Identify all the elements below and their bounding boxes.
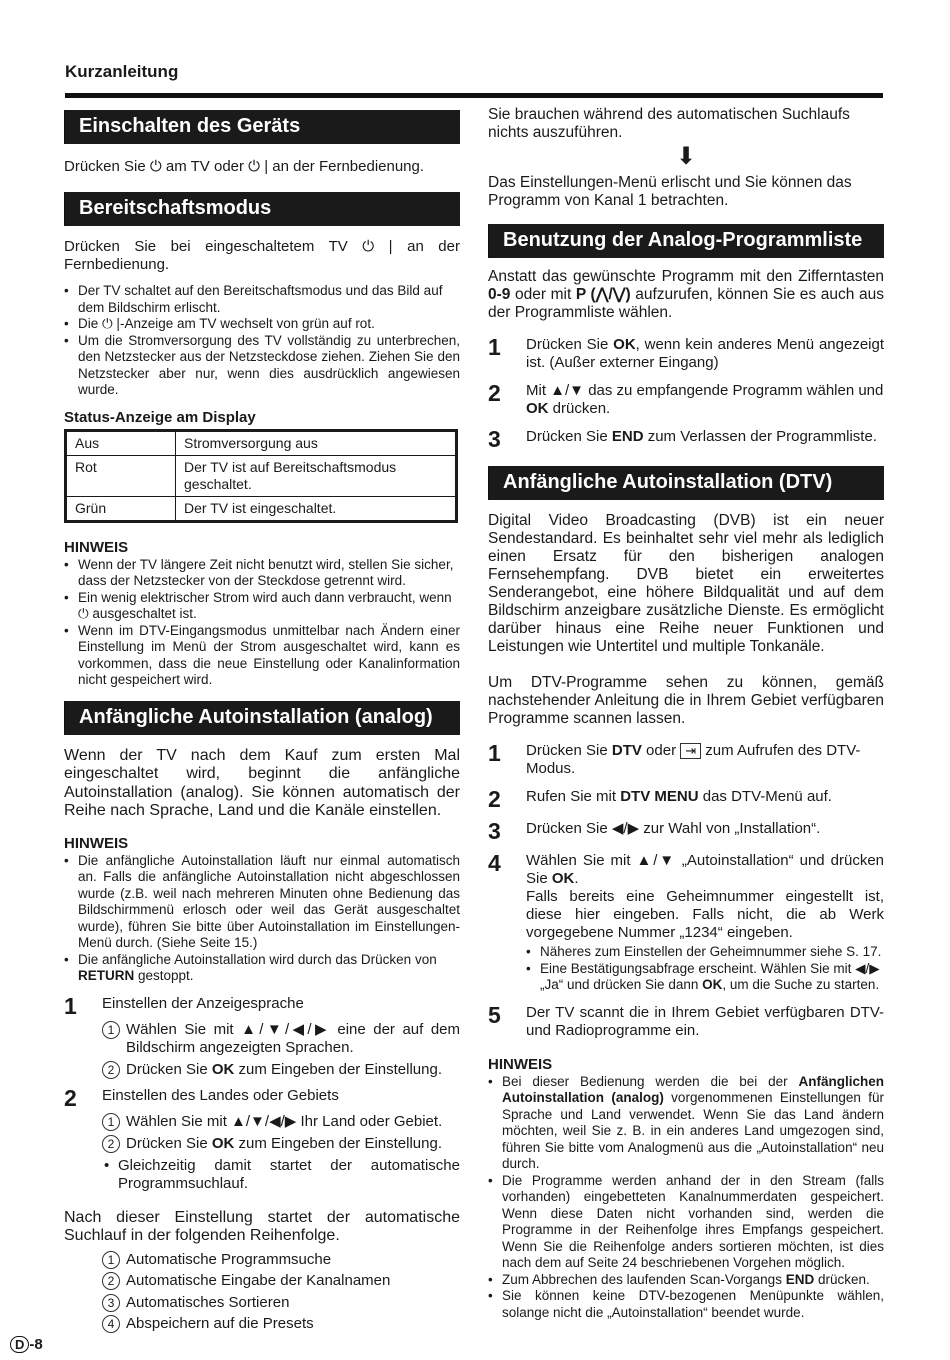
step-number: 5 bbox=[488, 1001, 501, 1028]
table-row bbox=[66, 430, 457, 455]
list-item: • Sie können keine DTV-bezogenen Menüpunkte wählen, solange nicht die „Autoinstallation“ beendet wurde. bbox=[488, 1288, 884, 1321]
status-table bbox=[64, 429, 458, 523]
hinweis-list bbox=[64, 557, 460, 689]
step-number: 2 bbox=[488, 380, 501, 406]
step-main bbox=[526, 852, 884, 888]
list-item bbox=[102, 1135, 460, 1153]
page-number: -8 bbox=[29, 1336, 43, 1353]
list-step-1 bbox=[488, 336, 884, 372]
page-header: Kurzanleitung bbox=[65, 62, 179, 81]
programmliste-text bbox=[488, 268, 884, 322]
text-span: Drücken Sie bbox=[526, 742, 612, 759]
substep-text bbox=[126, 1061, 460, 1079]
key-label: DTV bbox=[611, 742, 642, 759]
dtv-step-2 bbox=[488, 788, 884, 810]
step-4-bullets bbox=[526, 944, 884, 994]
text-span: , wenn kein anderes Menü angezeigt ist. (Außer externer Eingang) bbox=[526, 336, 885, 371]
bereitschaft-text: Drücken Sie bei eingeschaltetem TV ⏻ | an der Fernbedienung. bbox=[64, 238, 460, 273]
table-cell: Der TV ist auf Bereitschaftsmodus geschaltet. bbox=[176, 455, 457, 496]
key-label: DTV MENU bbox=[620, 788, 699, 805]
table-row bbox=[66, 455, 457, 496]
order-text: Abspeichern auf die Presets bbox=[126, 1315, 314, 1332]
text-span: Drücken Sie bbox=[526, 336, 614, 353]
key-label: OK bbox=[551, 870, 575, 887]
step-text bbox=[526, 428, 884, 450]
text-span: Die anfängliche Autoinstallation wird durch das Drücken von bbox=[78, 951, 437, 967]
dtv-step-5 bbox=[488, 1001, 884, 1040]
section-title-bereitschaft: Bereitschaftsmodus bbox=[64, 192, 460, 226]
section-title-programmliste: Benutzung der Analog-Programmliste bbox=[488, 224, 884, 258]
left-column bbox=[64, 106, 460, 1333]
step-number: 1 bbox=[488, 740, 501, 766]
circled-number: 2 bbox=[102, 1061, 120, 1079]
step-title: Einstellen des Landes oder Gebiets bbox=[102, 1086, 339, 1104]
bereitschaft-bullets bbox=[64, 283, 460, 399]
list-item: • Die Programme werden anhand der in den Stream (falls vorhanden) eingebetteten Kanalnummerdaten gespeichert. Wenn diese Daten nicht vorhanden sind, werden die Programme in der Reihenfolge ihres Empfangs gespeichert. Wenn Sie die Reihenfolge anders sortieren möchten, ist dies nach dem auf Seite 24 beschriebenen Vorgehen möglich. bbox=[488, 1173, 884, 1272]
step-text bbox=[526, 852, 884, 994]
step-2 bbox=[64, 1084, 460, 1111]
substep-text: Wählen Sie mit ▲/▼/◀/▶ eine der auf dem Bildschirm angezeigten Sprachen. bbox=[126, 1020, 460, 1056]
ok-key-label: OK bbox=[211, 1134, 235, 1152]
step-number: 3 bbox=[488, 818, 501, 844]
step-text bbox=[526, 382, 884, 418]
list-item: • Wenn der TV längere Zeit nicht benutzt wird, stellen Sie sicher, dass der Netzstecker von der Steckdose getrennt wird. bbox=[64, 557, 460, 590]
text-span: gestoppt. bbox=[134, 968, 194, 983]
intro-text-2: Das Einstellungen-Menü erlischt und Sie können das Programm von Kanal 1 betrachten. bbox=[488, 174, 852, 209]
list-item bbox=[102, 1021, 460, 1057]
section-title-einschalten: Einschalten des Geräts bbox=[64, 110, 460, 144]
step-2-bullets bbox=[104, 1157, 460, 1193]
autoinstallation-analog-text: Wenn der TV nach dem Kauf zum ersten Mal eingeschaltet wird, beginnt die anfängliche Autoinstallation (analog). Sie können automatisch der Reihe nach Sprache, Land und die Kanäle einstellen. bbox=[64, 746, 460, 819]
order-text: Automatische Eingabe der Kanalnamen bbox=[126, 1272, 391, 1289]
list-item bbox=[102, 1251, 460, 1269]
text-span: Mit ▲/▼ das zu empfangende Programm wählen und bbox=[526, 382, 884, 399]
text-span: Drücken Sie bbox=[526, 428, 612, 445]
list-item: • Die anfängliche Autoinstallation läuft nur einmal automatisch an. Falls die anfängliche Autoinstallation nicht abgeschlossen wurde (z.B. weil nach mehreren Minuten ohne Bedienung das Bildschirmmenü erlosch oder weil das Gerät ausgeschaltet wurde), führen Sie bitte über Autoinstallation im Einstellungen-Menü durch. (Siehe Seite 15.) bbox=[64, 853, 460, 952]
step-number: 3 bbox=[488, 426, 501, 452]
list-item: • Näheres zum Einstellen der Geheimnummer siehe S. 17. bbox=[526, 944, 884, 961]
table-cell: Grün bbox=[66, 496, 176, 521]
hinweis-title: HINWEIS bbox=[64, 834, 129, 852]
text-span: , um die Suche zu starten. bbox=[722, 977, 880, 992]
dtv-step-4 bbox=[488, 852, 884, 994]
list-item bbox=[64, 952, 460, 985]
section-title-autoinstallation-analog: Anfängliche Autoinstallation (analog) bbox=[64, 701, 460, 735]
dtv-text: Digital Video Broadcasting (DVB) ist ein neuer Sendestandard. Es beinhaltet sehr viel mehr als lediglich einen Ersatz für den bisherigen analogen Fernsehempfang. DVB bietet ein erweitertes Senderangebot, eine höhere Bildqualität und auf dem Bildschirm anzeigbare zusätzliche Dienste. Es ermöglicht darüber hinaus eine Reihe neuer Funktionen und Leistungen wie Untertitel und multiple Tonkanäle. bbox=[488, 512, 884, 655]
text-span: Drücken Sie bbox=[126, 1134, 212, 1152]
key-label: END bbox=[785, 1271, 815, 1287]
text-span: das DTV-Menü auf. bbox=[698, 788, 832, 805]
status-title: Status-Anzeige am Display bbox=[64, 408, 256, 426]
key-label: OK bbox=[613, 336, 636, 353]
step-number: 1 bbox=[64, 992, 77, 1019]
return-key-label: RETURN bbox=[78, 968, 135, 983]
circled-number: 2 bbox=[102, 1272, 120, 1290]
text-span: oder bbox=[641, 742, 681, 759]
list-item: • Ein wenig elektrischer Strom wird auch dann verbraucht, wenn ⏻ ausgeschaltet ist. bbox=[64, 590, 460, 623]
right-column bbox=[488, 106, 884, 1321]
circled-number: 4 bbox=[102, 1315, 120, 1333]
step-number: 2 bbox=[64, 1084, 77, 1111]
list-item bbox=[102, 1272, 460, 1290]
down-arrow-icon: ⬇ bbox=[675, 143, 697, 170]
circled-number: 1 bbox=[102, 1113, 120, 1131]
step-text bbox=[526, 788, 884, 810]
page-footer bbox=[10, 1336, 43, 1353]
text-span: vorgenommenen Einstellungen für Sprache und Land verwendet. Wenn Sie das Land ändern möchten, weil Sie z. B. in ein anderes Land umgezogen sind, führen Sie bitte vom Analogmenü aus die „Autoinstallation“ neu durch. bbox=[502, 1090, 884, 1171]
list-item bbox=[102, 1294, 460, 1312]
list-step-3 bbox=[488, 428, 884, 450]
text-span: zum Verlassen der Programmliste. bbox=[643, 428, 877, 445]
order-text: Automatisches Sortieren bbox=[126, 1293, 290, 1311]
text-span: drücken. bbox=[548, 400, 611, 417]
substep-text bbox=[126, 1135, 460, 1153]
key-label: 0-9 bbox=[488, 286, 511, 303]
key-label: OK bbox=[702, 977, 723, 992]
dtv-step-3 bbox=[488, 820, 884, 842]
list-item bbox=[488, 1272, 884, 1289]
list-item bbox=[102, 1113, 460, 1131]
circled-number: 3 bbox=[102, 1294, 120, 1312]
hinweis-list bbox=[488, 1074, 884, 1322]
list-item bbox=[488, 1074, 884, 1173]
list-item bbox=[526, 961, 884, 994]
text-span: Bei dieser Bedienung werden die bei der bbox=[502, 1073, 799, 1089]
text-span: . bbox=[574, 870, 579, 887]
bold-text: Anfänglichen Autoinstallation (analog) bbox=[502, 1073, 884, 1105]
header-rule bbox=[65, 93, 883, 98]
key-label: OK bbox=[526, 400, 549, 417]
intro-text: Sie brauchen während des automatischen Suchlaufs nichts auszuführen. bbox=[488, 106, 850, 141]
section-title-autoinstallation-dtv: Anfängliche Autoinstallation (DTV) bbox=[488, 466, 884, 500]
dtv-text-2: Um DTV-Programme sehen zu können, gemäß nachstehender Anleitung die in Ihrem Gebiet verfügbaren Programme scannen lassen. bbox=[488, 674, 884, 727]
key-label: END bbox=[611, 428, 644, 445]
key-label: P (⋀/⋁) bbox=[575, 286, 631, 303]
table-cell: Stromversorgung aus bbox=[176, 430, 457, 455]
search-order-list bbox=[102, 1251, 460, 1334]
text-span: Eine Bestätigungsabfrage erscheint. Wählen Sie mit ◀/▶ „Ja“ und drücken Sie dann bbox=[540, 960, 880, 992]
text-span: drücken. bbox=[814, 1271, 870, 1287]
language-badge: D bbox=[10, 1336, 29, 1353]
step-pin-note: Falls bereits eine Geheimnummer eingestellt ist, diese hier eingeben. Falls nicht, die ab Werk vorgegebene Nummer „1234“ eingeben. bbox=[526, 888, 884, 941]
text-span: Wählen Sie mit ▲/▼ „Autoinstallation“ und drücken Sie bbox=[526, 852, 884, 887]
text-span: Zum Abbrechen des laufenden Scan-Vorgangs bbox=[502, 1271, 786, 1287]
einschalten-text: Drücken Sie ⏻ am TV oder ⏻ | an der Fernbedienung. bbox=[64, 158, 425, 175]
table-cell: Der TV ist eingeschaltet. bbox=[176, 496, 457, 521]
text-span: zum Eingeben der Einstellung. bbox=[234, 1060, 443, 1078]
list-item: • Gleichzeitig damit startet der automatische Programmsuchlauf. bbox=[104, 1157, 460, 1193]
order-text: Automatische Programmsuche bbox=[126, 1250, 332, 1268]
text-span: aufzurufen, können Sie es auch aus der Programmliste wählen. bbox=[488, 286, 884, 321]
ok-key-label: OK bbox=[211, 1060, 235, 1078]
step-text bbox=[526, 336, 884, 372]
table-row bbox=[66, 496, 457, 521]
list-item bbox=[102, 1315, 460, 1333]
text-span: Drücken Sie bbox=[126, 1060, 212, 1078]
step-text bbox=[526, 742, 884, 778]
dtv-step-1 bbox=[488, 742, 884, 778]
circled-number: 2 bbox=[102, 1135, 120, 1153]
text-span: Rufen Sie mit bbox=[526, 788, 621, 805]
list-item: • Der TV schaltet auf den Bereitschaftsmodus und das Bild auf dem Bildschirm erlischt. bbox=[64, 283, 460, 316]
list-item: • Um die Stromversorgung des TV vollständig zu unterbrechen, den Netzstecker aus der Netzsteckdose ziehen. Ziehen Sie den Netzstecker aber nur, wenn dies ausdrücklich angewiesen wurde. bbox=[64, 333, 460, 399]
step-2-substeps bbox=[102, 1113, 460, 1193]
circled-number: 1 bbox=[102, 1021, 120, 1039]
table-cell: Rot bbox=[66, 455, 176, 496]
input-source-icon: ⇥ bbox=[680, 743, 701, 759]
step-number: 2 bbox=[488, 786, 501, 812]
text-span: Anstatt das gewünschte Programm mit den Zifferntasten bbox=[488, 268, 884, 285]
text-span: zum Aufrufen des DTV-Modus. bbox=[526, 742, 861, 777]
step-1-substeps bbox=[102, 1021, 460, 1079]
list-item: • Die ⏻ |-Anzeige am TV wechselt von grün auf rot. bbox=[64, 316, 460, 333]
step-number: 1 bbox=[488, 334, 501, 360]
step-1 bbox=[64, 992, 460, 1019]
step-text: Der TV scannt die in Ihrem Gebiet verfügbaren DTV- und Radioprogramme ein. bbox=[526, 1003, 884, 1039]
text-span: zum Eingeben der Einstellung. bbox=[234, 1134, 443, 1152]
after-setting-text: Nach dieser Einstellung startet der automatische Suchlauf in der folgenden Reihenfolge. bbox=[64, 1208, 460, 1244]
table-cell: Aus bbox=[66, 430, 176, 455]
hinweis-title: HINWEIS bbox=[488, 1055, 553, 1073]
list-step-2 bbox=[488, 382, 884, 418]
step-number: 4 bbox=[488, 850, 501, 876]
hinweis-title: HINWEIS bbox=[64, 538, 129, 556]
substep-text: Wählen Sie mit ▲/▼/◀/▶ Ihr Land oder Gebiet. bbox=[126, 1112, 443, 1130]
list-item: • Wenn im DTV-Eingangsmodus unmittelbar nach Ändern einer Einstellung im Menü der Strom ausgeschaltet wird, kann es vorkommen, dass die neue Einstellung oder Kanalinformation nicht gespeichert wird. bbox=[64, 623, 460, 689]
step-text: Drücken Sie ◀/▶ zur Wahl von „Installation“. bbox=[526, 820, 821, 837]
text-span: oder mit bbox=[510, 286, 576, 303]
step-title: Einstellen der Anzeigesprache bbox=[102, 994, 304, 1012]
circled-number: 1 bbox=[102, 1251, 120, 1269]
list-item bbox=[102, 1061, 460, 1079]
hinweis-list bbox=[64, 853, 460, 985]
